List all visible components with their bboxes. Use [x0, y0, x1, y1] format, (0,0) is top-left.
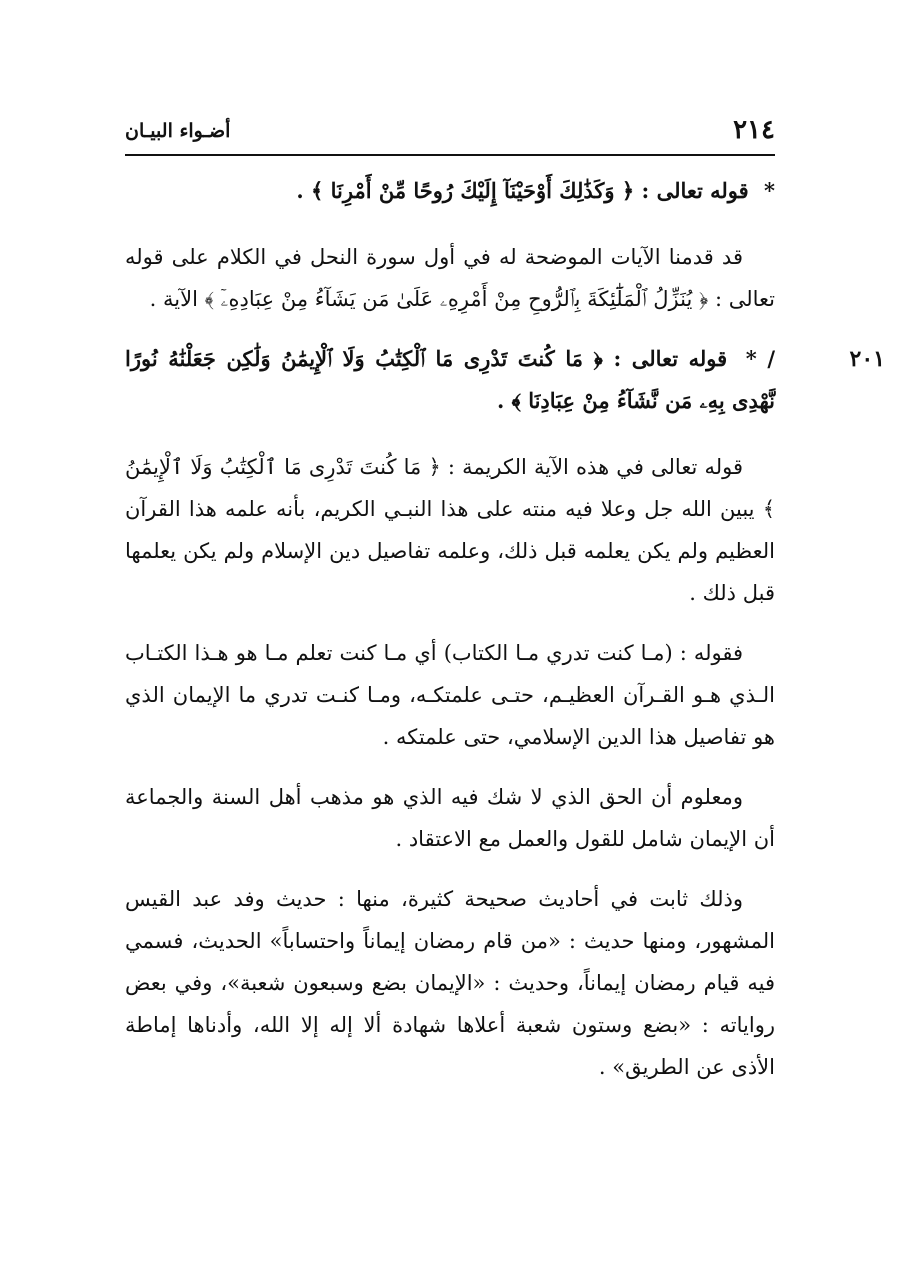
page-number: ٢١٤: [733, 115, 775, 145]
quran-verse: ﴿ يُنَزِّلُ ٱلْمَلَٰٓئِكَةَ بِٱلرُّوحِ مِنْ أَمْرِهِۦ عَلَىٰ مَن يَشَآءُ مِنْ عِبَادِهِۦٓ ﴾: [204, 287, 709, 311]
paragraph-2: فقوله : (مـا كنت تدري مـا الكتاب) أي مـا كنت تعلم مـا هو هـذا الكتـاب الـذي هـو القـرآن العظيـم، حتـى علمتكـه، ومـا كنـت تدري ما الإيمان الذي هو تفاصيل هذا الدين الإسلامي، حتى علمتكه .: [125, 641, 775, 749]
heading-label: قوله تعالى :: [613, 346, 728, 371]
page-header: [125, 112, 775, 152]
margin-page-number: ٢٠١: [849, 346, 885, 372]
section-heading-1: [125, 170, 775, 212]
paragraph-text: قوله تعالى في هذه الآية الكريمة :: [447, 455, 743, 479]
paragraph-text: يبين الله جل وعلا فيه منته على هذا النبـي الكريم، بأنه علمه هذا القرآن العظيم ولم يكن يعلمه قبل ذلك، وعلمه تفاصيل دين الإسلام ولم يكن يعلمها قبل ذلك .: [125, 497, 775, 605]
paragraph-text: قد قدمنا الآيات الموضحة له في أول سورة النحل في الكلام على قوله تعالى :: [125, 245, 775, 311]
heading-label: قوله تعالى :: [641, 178, 749, 203]
paragraph-3: ومعلوم أن الحق الذي لا شك فيه الذي هو مذهب أهل السنة والجماعة أن الإيمان شامل للقول والعمل مع الاعتقاد .: [125, 785, 775, 851]
quran-verse: ﴿ مَا كُنتَ تَدْرِى مَا ٱلْكِتَٰبُ وَلَا ٱلْإِيمَٰنُ وَلَٰكِن جَعَلْنَٰهُ نُورًا نَّهْدِى بِهِۦ مَن نَّشَآءُ مِنْ عِبَادِنَا ﴾ .: [125, 346, 775, 413]
paragraph-ending: الآية .: [149, 287, 198, 311]
slash-marker: /: [767, 346, 775, 371]
quran-verse: ﴿ وَكَذَٰلِكَ أَوْحَيْنَآ إِلَيْكَ رُوحًا مِّنْ أَمْرِنَا ﴾ .: [296, 178, 635, 203]
header-divider: [125, 154, 775, 156]
heading-line-2: [125, 338, 775, 422]
book-title: أضـواء البيـان: [125, 120, 231, 142]
paragraph-1: [125, 446, 775, 614]
heading-line-1: [125, 170, 775, 212]
paragraph-section1: [125, 236, 775, 320]
section-heading-2: [125, 338, 885, 422]
page-body: [125, 170, 885, 1106]
star-marker: *: [745, 346, 757, 371]
star-marker: *: [764, 178, 775, 203]
quran-verse: ﴿ مَا كُنتَ تَدْرِى مَا ٱلْكِتَٰبُ وَلَا ٱلْإِيمَٰنُ ﴾: [125, 455, 775, 521]
paragraph-4: وذلك ثابت في أحاديث صحيحة كثيرة، منها : حديث وفد عبد القيس المشهور، ومنها حديث : «من قام رمضان إيماناً واحتساباً» الحديث، فسمي فيه قيام رمضان إيماناً، وحديث : «الإيمان بضع وسبعون شعبة»، وفي بعض رواياته : «بضع وستون شعبة أعلاها شهادة ألا إله إلا الله، وأدناها إماطة الأذى عن الطريق» .: [125, 887, 775, 1079]
